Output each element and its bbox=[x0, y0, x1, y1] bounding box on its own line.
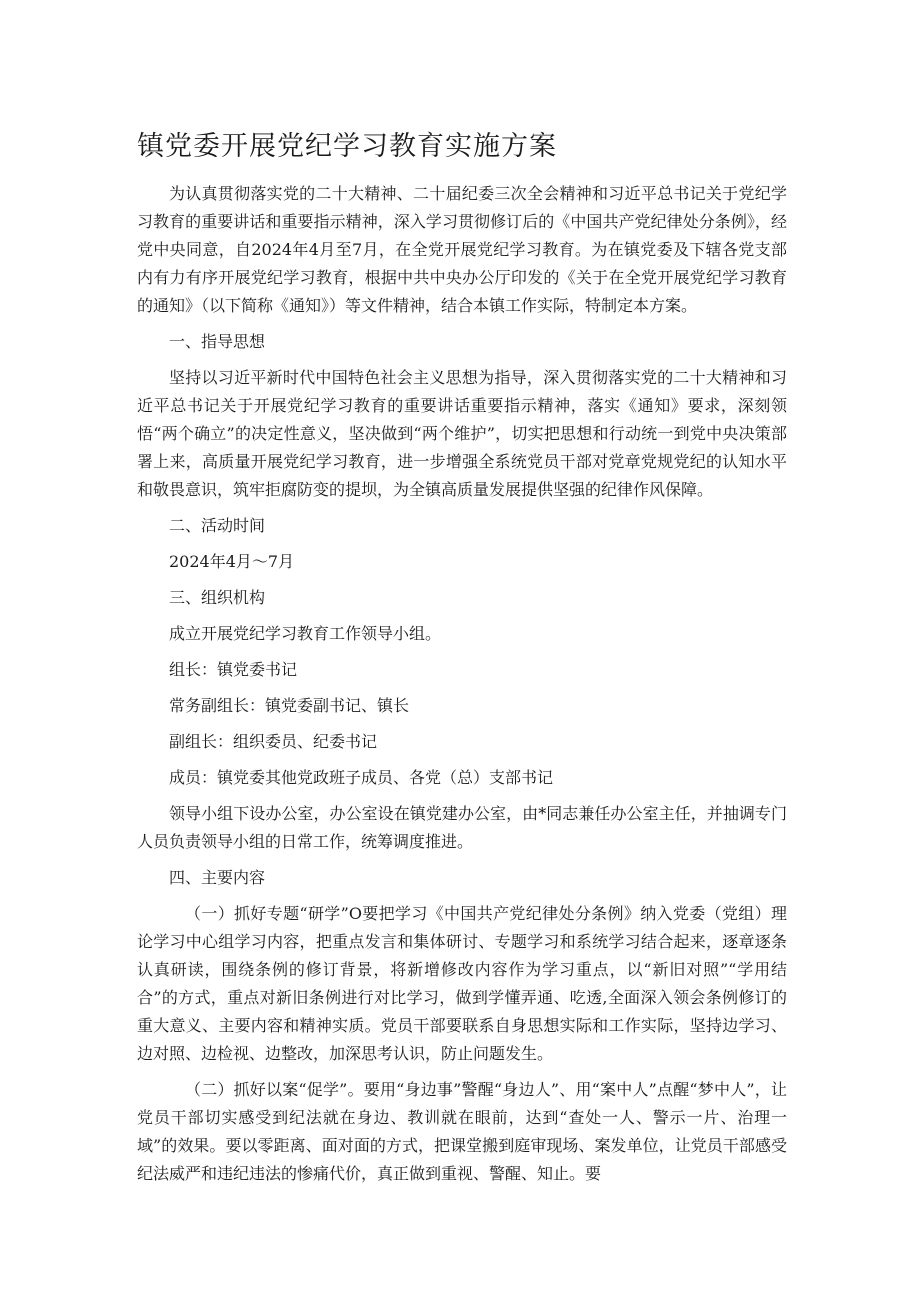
main-content-item-1: （一）抓好专题“研学”O要把学习《中国共产党纪律处分条例》纳入党委（党组）理论学习中心组学习内容，把重点发言和集体研讨、专题学习和系统学习结合起来，逐章逐条认真研读，围绕条例的修订背景，将新增修改内容作为学习重点，以“新旧对照”“学用结合”的方式，重点对新旧条例进行对比学习，做到学懂弄通、吃透,全面深入领会条例修订的重大意义、主要内容和精神实质。党员干部要联系自身思想实际和工作实际，坚持边学习、边对照、边检视、边整改，加深思考认识，防止问题发生。 bbox=[137, 904, 787, 1063]
activity-time-text: 2024年4月～7月 bbox=[169, 552, 295, 571]
section-heading-main-content: 四、主要内容 bbox=[169, 868, 266, 887]
document-title: 镇党委开展党纪学习教育实施方案 bbox=[137, 131, 557, 162]
document-page bbox=[137, 128, 787, 1196]
section-heading-guiding-ideology: 一、指导思想 bbox=[169, 332, 266, 351]
intro-paragraph: 为认真贯彻落实党的二十大精神、二十届纪委三次全会精神和习近平总书记关于党纪学习教育的重要讲话和重要指示精神，深入学习贯彻修订后的《中国共产党纪律处分条例》，经党中央同意，自2024年4月至7月，在全党开展党纪学习教育。为在镇党委及下辖各党支部内有力有序开展党纪学习教育，根据中共中央办公厅印发的《关于在全党开展党纪学习教育的通知》（以下简称《通知》）等文件精神，结合本镇工作实际，特制定本方案。 bbox=[137, 184, 787, 315]
organization-office-paragraph: 领导小组下设办公室，办公室设在镇党建办公室，由*同志兼任办公室主任，并抽调专门人员负责领导小组的日常工作，统筹调度推进。 bbox=[137, 804, 787, 851]
organization-members: 成员：镇党委其他党政班子成员、各党（总）支部书记 bbox=[169, 768, 554, 787]
section-heading-activity-time: 二、活动时间 bbox=[169, 516, 266, 535]
main-content-item-2: （二）抓好以案“促学”。要用“身边事”警醒“身边人”、用“案中人”点醒“梦中人”，让党员干部切实感受到纪法就在身边、教训就在眼前，达到“查处一人、警示一片、治理一域”的效果。要以零距离、面对面的方式，把课堂搬到庭审现场、案发单位，让党员干部感受纪法威严和违纪违法的惨痛代价，真正做到重视、警醒、知止。要 bbox=[137, 1080, 787, 1183]
organization-executive-deputy: 常务副组长：镇党委副书记、镇长 bbox=[169, 696, 410, 715]
organization-intro: 成立开展党纪学习教育工作领导小组。 bbox=[169, 624, 442, 643]
organization-deputy: 副组长：组织委员、纪委书记 bbox=[169, 732, 378, 751]
guiding-ideology-paragraph: 坚持以习近平新时代中国特色社会主义思想为指导，深入贯彻落实党的二十大精神和习近平总书记关于开展党纪学习教育的重要讲话重要指示精神，落实《通知》要求，深刻领悟“两个确立”的决定性意义，坚决做到“两个维护”，切实把思想和行动统一到党中央决策部署上来，高质量开展党纪学习教育，进一步增强全系统党员干部对党章党规党纪的认知水平和敬畏意识，筑牢拒腐防变的提坝，为全镇高质量发展提供坚强的纪律作风保障。 bbox=[137, 368, 787, 499]
section-heading-organization: 三、组织机构 bbox=[169, 588, 266, 607]
organization-leader: 组长：镇党委书记 bbox=[169, 660, 298, 679]
